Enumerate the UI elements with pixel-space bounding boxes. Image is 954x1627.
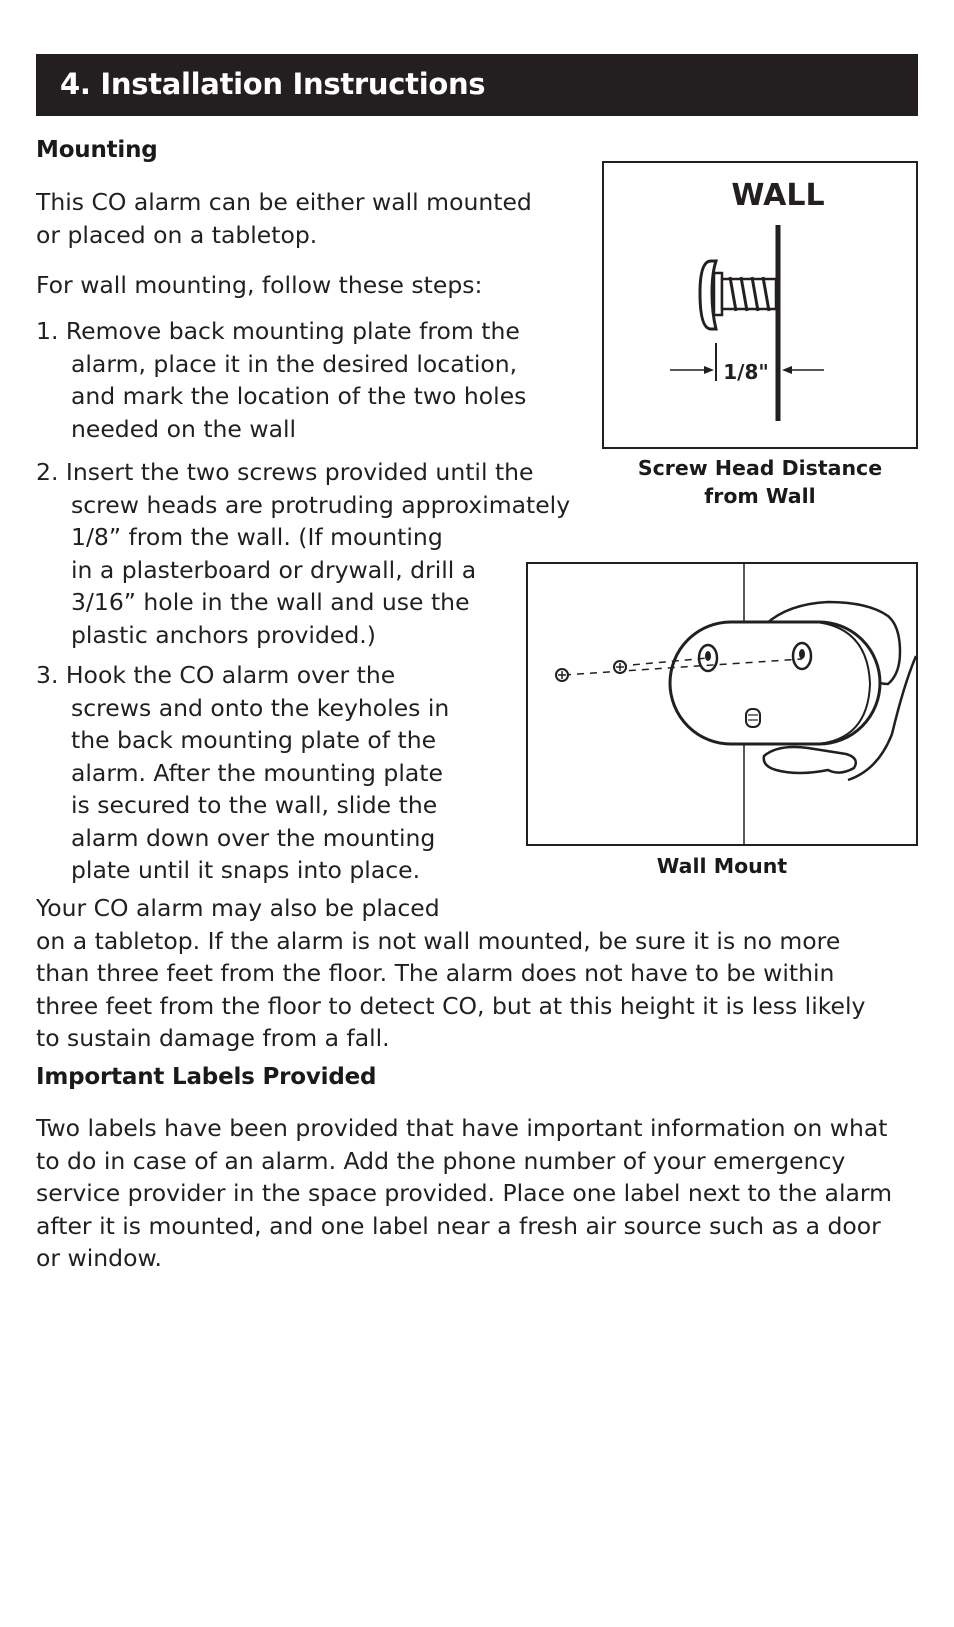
mounting-heading: Mounting (36, 137, 158, 163)
screw-distance-figure (602, 161, 918, 449)
mounting-intro (36, 186, 532, 251)
section-header (36, 54, 918, 116)
fingers-icon (764, 747, 856, 773)
text-line: to sustain damage from a fall. (36, 1024, 390, 1052)
vent-icon (746, 709, 760, 727)
screw-figure-caption (602, 454, 918, 510)
text-line: or window. (36, 1244, 162, 1272)
caption-line: Wall Mount (656, 854, 788, 878)
text-line: Your CO alarm may also be placed (36, 894, 440, 922)
text-line: 1. Remove back mounting plate from the (36, 317, 520, 345)
distance-label: 1/8" (723, 360, 769, 384)
text-line: on a tabletop. If the alarm is not wall mounted, be sure it is no more (36, 926, 841, 955)
text-line: needed on the wall (71, 414, 297, 443)
step-3 (36, 659, 449, 887)
caption-line: from Wall (704, 484, 816, 508)
keyhole-slot (799, 649, 805, 659)
mount-figure-caption (526, 822, 918, 880)
text-line: and mark the location of the two holes (71, 382, 527, 410)
text-line: alarm, place it in the desired location, (71, 349, 518, 378)
labels-paragraph (36, 1112, 892, 1275)
keyhole-slot (705, 651, 711, 661)
text-line: three feet from the floor to detect CO, but at this height it is less likely (36, 991, 866, 1020)
text-line: screw heads are protruding approximately (71, 490, 571, 519)
steps-intro (36, 269, 482, 302)
step-1 (36, 315, 526, 445)
text-line: For wall mounting, follow these steps: (36, 271, 483, 299)
wall-mount-figure (526, 562, 918, 846)
text-line: plastic anchors provided.) (71, 620, 376, 649)
text-line: service provider in the space provided. Place one label next to the alarm (36, 1179, 893, 1207)
text-line: plate until it snaps into place. (71, 856, 421, 884)
step-2 (36, 456, 570, 651)
screw-diagram (604, 163, 916, 447)
arrowhead (704, 366, 714, 374)
text-line: screws and onto the keyholes in (71, 693, 450, 722)
text-line: alarm. After the mounting plate (71, 758, 443, 787)
text-line: the back mounting plate of the (71, 726, 437, 754)
text-line: Two labels have been provided that have important information on what (36, 1114, 888, 1142)
text-line: in a plasterboard or drywall, drill a (71, 555, 477, 584)
text-line: to do in case of an alarm. Add the phone number of your emergency (36, 1146, 846, 1175)
text-line: This CO alarm can be either wall mounted (36, 188, 532, 216)
wall-label: WALL (731, 178, 825, 213)
alarm-body-icon (670, 622, 880, 744)
text-line: is secured to the wall, slide the (71, 791, 438, 819)
arrowhead (782, 366, 792, 374)
text-line: or placed on a tabletop. (36, 220, 318, 249)
text-line: 3. Hook the CO alarm over the (36, 661, 396, 689)
caption-line: Screw Head Distance (637, 456, 883, 480)
text-line: alarm down over the mounting (71, 823, 436, 852)
text-line: than three feet from the floor. The alarm does not have to be within (36, 959, 835, 987)
section-title: 4. Installation Instructions (60, 67, 486, 101)
text-line: 3/16” hole in the wall and use the (71, 588, 470, 616)
text-line: 1/8” from the wall. (If mounting (71, 523, 443, 551)
text-line: 2. Insert the two screws provided until the (36, 458, 534, 486)
labels-heading: Important Labels Provided (36, 1064, 377, 1090)
text-line: after it is mounted, and one label near a fresh air source such as a door (36, 1211, 881, 1240)
tabletop-paragraph (36, 892, 865, 1055)
wall-mount-diagram (528, 564, 916, 844)
